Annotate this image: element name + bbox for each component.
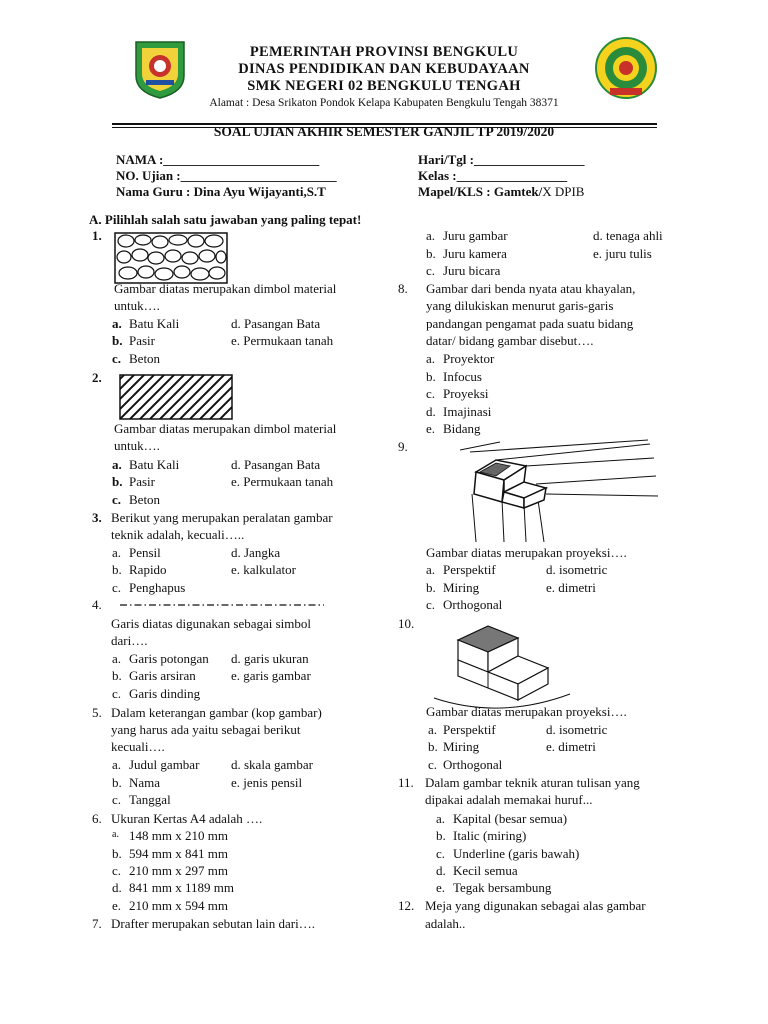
q1-option-b[interactable]: Pasir (129, 333, 155, 348)
q6-option-e[interactable]: 210 mm x 594 mm (129, 898, 228, 913)
q7-letter-c: c. (426, 263, 436, 278)
q4-option-e[interactable]: e. garis gambar (231, 668, 311, 683)
q8-letter-c: c. (426, 386, 436, 401)
info-nama: NAMA :________________________ (116, 152, 320, 167)
q3-option-e[interactable]: e. kalkulator (231, 562, 296, 577)
q10-option-a[interactable]: Perspektif (443, 722, 496, 737)
q4-letter-a: a. (112, 651, 122, 666)
perspective-projection-figure (440, 438, 660, 544)
q6-option-c[interactable]: 210 mm x 297 mm (129, 863, 228, 878)
q1-option-a[interactable]: Batu Kali (129, 316, 180, 331)
q4-option-c[interactable]: Garis dinding (129, 686, 201, 701)
q7-option-d[interactable]: d. tenaga ahli (593, 228, 663, 243)
q8-letter-a: a. (426, 351, 436, 366)
q2-option-d[interactable]: d. Pasangan Bata (231, 457, 321, 472)
q10-letter-a: a. (428, 722, 438, 737)
q6-number: 6. (92, 811, 102, 826)
q3-option-d[interactable]: d. Jangka (231, 545, 281, 560)
q6-option-b[interactable]: 594 mm x 841 mm (129, 846, 228, 861)
q2-text-1: Gambar diatas merupakan dimbol material (114, 421, 337, 436)
q8-number: 8. (398, 281, 408, 296)
q12-text-1: Meja yang digunakan sebagai alas gambar (425, 898, 646, 913)
info-mapel (418, 184, 584, 200)
q2-letter-a: a. (112, 457, 122, 472)
q8-text-4: datar/ bidang gambar disebut…. (426, 333, 594, 348)
sand-hatch-figure (119, 374, 233, 420)
q6-letter-b: b. (112, 846, 122, 861)
q8-text-3: pandangan pengamat pada suatu bidang (426, 316, 634, 331)
info-hari: Hari/Tgl :_________________ (418, 152, 585, 167)
q10-option-b[interactable]: Miring (443, 739, 480, 754)
q5-letter-a: a. (112, 757, 122, 772)
q11-option-b[interactable]: Italic (miring) (453, 828, 527, 843)
q1-letter-c: c. (112, 351, 122, 366)
q4-text-2: dari…. (111, 633, 148, 648)
q12-number: 12. (398, 898, 415, 913)
q11-letter-b: b. (436, 828, 446, 843)
q6-letter-a: a. (112, 829, 119, 840)
info-guru: Nama Guru : Dina Ayu Wijayanti,S.T (116, 184, 326, 199)
q12-text-2: adalah.. (425, 916, 466, 931)
q5-text-2: yang harus ada yaitu sebagai berikut (111, 722, 301, 737)
q8-option-c[interactable]: Proyeksi (443, 386, 489, 401)
q7-text-1: Drafter merupakan sebutan lain dari…. (111, 916, 315, 931)
q7-number: 7. (92, 916, 102, 931)
q11-option-d[interactable]: Kecil semua (453, 863, 518, 878)
q9-option-b[interactable]: Miring (443, 580, 480, 595)
q3-letter-c: c. (112, 580, 122, 595)
q10-option-d[interactable]: d. isometric (546, 722, 608, 737)
q8-text-2: yang dilukiskan menurut garis-garis (426, 298, 614, 313)
stone-material-figure (114, 232, 228, 284)
q4-option-d[interactable]: d. garis ukuran (231, 651, 309, 666)
q1-text-2: untuk…. (114, 298, 160, 313)
q11-letter-d: d. (436, 863, 446, 878)
isometric-projection-figure (430, 618, 578, 710)
section-a-heading: A. Pilihlah salah satu jawaban yang paling tepat! (89, 212, 362, 227)
q8-letter-e: e. (426, 421, 436, 436)
q11-option-e[interactable]: Tegak bersambung (453, 880, 552, 895)
q10-letter-b: b. (428, 739, 438, 754)
q5-letter-b: b. (112, 775, 122, 790)
q11-letter-c: c. (436, 846, 446, 861)
q1-option-c[interactable]: Beton (129, 351, 161, 366)
q8-option-e[interactable]: Bidang (443, 421, 481, 436)
q9-letter-a: a. (426, 562, 436, 577)
q3-option-a[interactable]: Pensil (129, 545, 161, 560)
q4-text-1: Garis diatas digunakan sebagai simbol (111, 616, 312, 631)
q8-letter-d: d. (426, 404, 436, 419)
q9-option-e[interactable]: e. dimetri (546, 580, 596, 595)
q7-option-a[interactable]: Juru gambar (443, 228, 508, 243)
q2-text-2: untuk…. (114, 438, 160, 453)
q5-text-3: kecuali…. (111, 739, 165, 754)
q9-option-d[interactable]: d. isometric (546, 562, 608, 577)
q10-option-e[interactable]: e. dimetri (546, 739, 596, 754)
q1-letter-a: a. (112, 316, 122, 331)
q2-option-b[interactable]: Pasir (129, 474, 155, 489)
q3-option-c[interactable]: Penghapus (129, 580, 186, 595)
q9-option-a[interactable]: Perspektif (443, 562, 496, 577)
q11-letter-e: e. (436, 880, 446, 895)
q9-letter-b: b. (426, 580, 436, 595)
q8-text-1: Gambar dari benda nyata atau khayalan, (426, 281, 636, 296)
q2-option-a[interactable]: Batu Kali (129, 457, 180, 472)
q6-letter-e: e. (112, 898, 122, 913)
q4-option-a[interactable]: Garis potongan (129, 651, 209, 666)
header-address: Alamat : Desa Srikaton Pondok Kelapa Kabupaten Bengkulu Tengah 38371 (209, 97, 559, 109)
header-line-1: PEMERINTAH PROVINSI BENGKULU (249, 44, 519, 60)
q11-option-a[interactable]: Kapital (besar semua) (453, 811, 568, 826)
q3-letter-b: b. (112, 562, 122, 577)
q5-text-1: Dalam keterangan gambar (kop gambar) (111, 705, 322, 720)
q7-option-e[interactable]: e. juru tulis (593, 246, 652, 261)
q3-number: 3. (92, 510, 102, 525)
q11-text-2: dipakai adalah memakai huruf... (425, 792, 593, 807)
header-line-2: DINAS PENDIDIKAN DAN KEBUDAYAAN (238, 61, 530, 77)
q2-letter-c: c. (112, 492, 122, 507)
q10-number: 10. (398, 616, 415, 631)
info-kelas: Kelas :_________________ (418, 168, 568, 183)
q3-text-1: Berikut yang merupakan peralatan gambar (111, 510, 333, 525)
q7-letter-b: b. (426, 246, 436, 261)
info-mapel-label: Mapel/KLS : Gamtek/ (418, 184, 543, 199)
q6-text-1: Ukuran Kertas A4 adalah …. (111, 811, 263, 826)
q5-letter-c: c. (112, 792, 122, 807)
info-no-ujian: NO. Ujian :________________________ (116, 168, 337, 183)
q11-letter-a: a. (436, 811, 446, 826)
q10-text-1: Gambar diatas merupakan proyeksi…. (426, 704, 627, 719)
q7-letter-a: a. (426, 228, 436, 243)
q6-option-d[interactable]: 841 mm x 1189 mm (129, 880, 234, 895)
q4-number: 4. (92, 597, 102, 612)
q1-number: 1. (92, 228, 102, 243)
q9-number: 9. (398, 439, 408, 454)
q8-option-d[interactable]: Imajinasi (443, 404, 492, 419)
q1-text-1: Gambar diatas merupakan dimbol material (114, 281, 337, 296)
q2-letter-b: b. (112, 474, 123, 489)
info-mapel-kelas: X DPIB (542, 184, 585, 199)
q11-number: 11. (398, 775, 414, 790)
q5-option-d[interactable]: d. skala gambar (231, 757, 313, 772)
q9-letter-c: c. (426, 597, 436, 612)
q11-option-c[interactable]: Underline (garis bawah) (453, 846, 580, 861)
q10-option-c[interactable]: Orthogonal (443, 757, 503, 772)
q11-text-1: Dalam gambar teknik aturan tulisan yang (425, 775, 640, 790)
q4-option-b[interactable]: Garis arsiran (129, 668, 196, 683)
q2-option-e[interactable]: e. Permukaan tanah (231, 474, 334, 489)
q6-letter-c: c. (112, 863, 122, 878)
q6-letter-d: d. (112, 880, 122, 895)
q8-option-a[interactable]: Proyektor (443, 351, 495, 366)
q1-option-e[interactable]: e. Permukaan tanah (231, 333, 334, 348)
q3-option-b[interactable]: Rapido (129, 562, 167, 577)
header-line-3: SMK NEGERI 02 BENGKULU TENGAH (247, 78, 521, 94)
q5-option-b[interactable]: Nama (129, 775, 161, 790)
q4-letter-b: b. (112, 668, 122, 683)
q10-letter-c: c. (428, 757, 438, 772)
q7-option-b[interactable]: Juru kamera (443, 246, 507, 261)
q3-letter-a: a. (112, 545, 122, 560)
q1-option-d[interactable]: d. Pasangan Bata (231, 316, 321, 331)
q2-number: 2. (92, 370, 102, 385)
q6-option-a[interactable]: 148 mm x 210 mm (129, 828, 228, 843)
q8-option-b[interactable]: Infocus (443, 369, 482, 384)
q9-option-c[interactable]: Orthogonal (443, 597, 503, 612)
q7-option-c[interactable]: Juru bicara (443, 263, 501, 278)
q5-option-e[interactable]: e. jenis pensil (231, 775, 303, 790)
q2-option-c[interactable]: Beton (129, 492, 161, 507)
q5-option-c[interactable]: Tanggal (129, 792, 171, 807)
q5-option-a[interactable]: Judul gambar (129, 757, 200, 772)
dash-dot-line-figure (118, 600, 326, 610)
q5-number: 5. (92, 705, 102, 720)
q4-letter-c: c. (112, 686, 122, 701)
q9-text-1: Gambar diatas merupakan proyeksi…. (426, 545, 627, 560)
q3-text-2: teknik adalah, kecuali….. (111, 527, 245, 542)
q1-letter-b: b. (112, 333, 123, 348)
q8-letter-b: b. (426, 369, 436, 384)
exam-title: SOAL UJIAN AKHIR SEMESTER GANJIL TP 2019/2020 (213, 124, 555, 139)
